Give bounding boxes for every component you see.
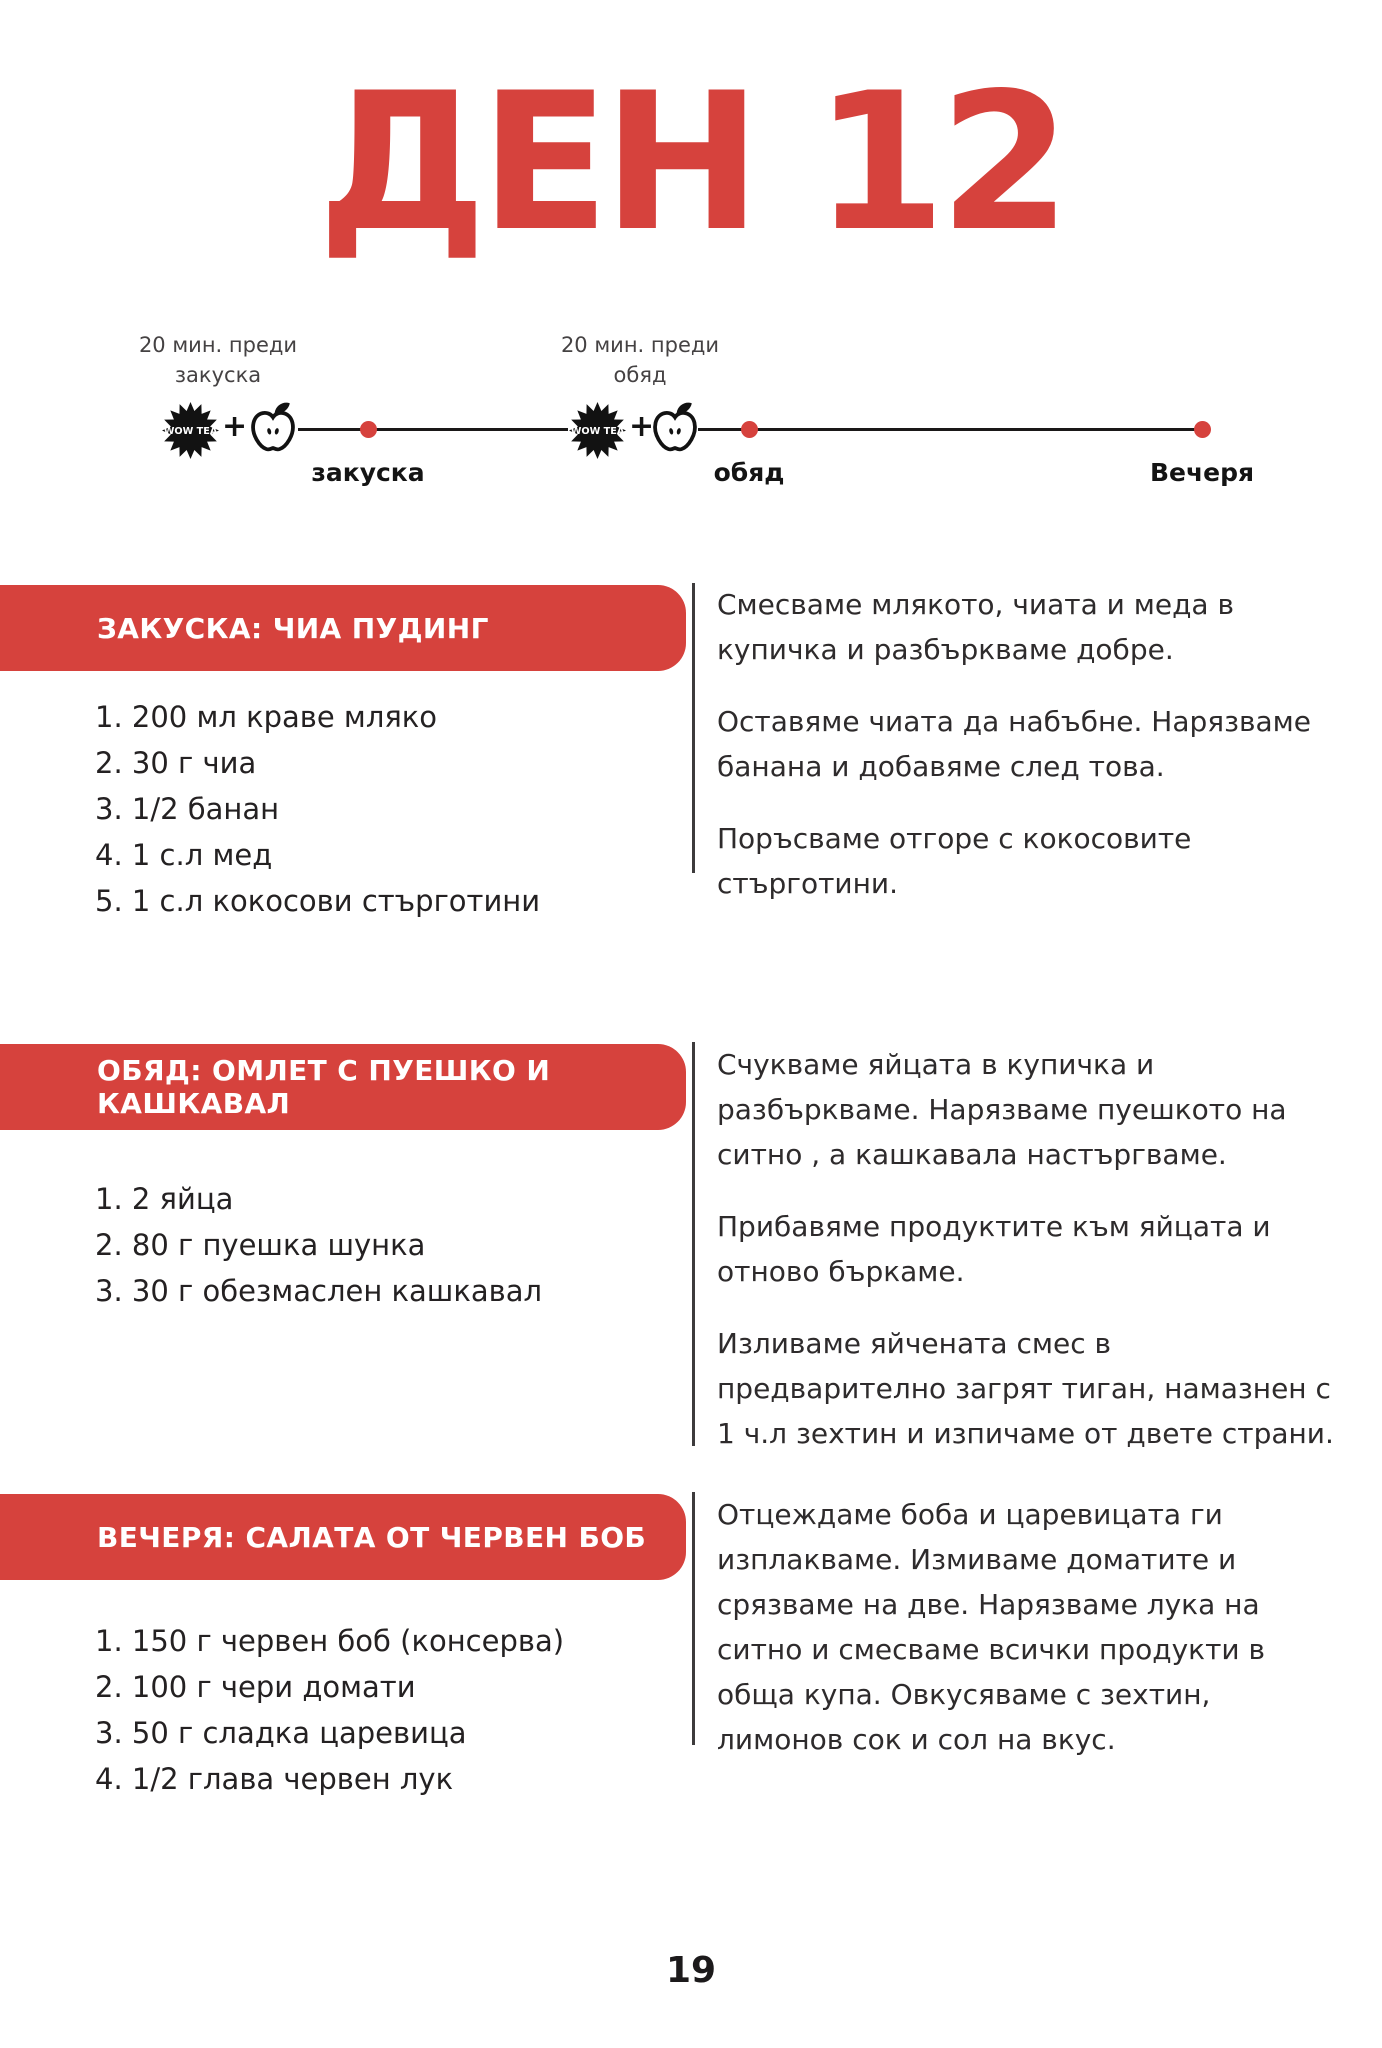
timeline-dot [1194,421,1211,438]
milestone-label-breakfast: закуска [311,458,425,487]
wowtea-burst-icon [569,402,626,459]
apple-icon [648,398,702,456]
pre-meal-note-line: закуска [174,363,262,387]
meal-banner [0,585,686,671]
meal-banner-title: ВЕЧЕРЯ: САЛАТА ОТ ЧЕРВЕН БОБ [97,1520,647,1554]
apple-icon [246,398,300,456]
ingredient-item: 4. 1/2 глава червен лук [95,1762,454,1796]
ingredient-item: 3. 1/2 банан [95,792,280,826]
plus-sign: + [629,409,655,444]
instructions [717,1042,1341,1483]
instructions [717,582,1341,933]
page-title: ДЕН 12 [317,52,1065,273]
ingredient-item: 1. 150 г червен боб (консерва) [95,1624,565,1658]
page-number: 19 [665,1950,717,1991]
timeline-dot [360,421,377,438]
ingredients-list [95,1618,564,1802]
column-divider [692,583,695,873]
ingredient-item: 2. 100 г чери домати [95,1670,416,1704]
ingredients-list [95,694,540,924]
pre-meal-note [520,330,760,390]
ingredient-item: 1. 200 мл краве мляко [95,700,438,734]
timeline-dot [741,421,758,438]
pre-meal-note-line: 20 мин. преди [560,333,720,357]
wowtea-brand-text: WOW TEA [163,425,218,437]
instruction-paragraph: Изливаме яйчената смес в предварително загрят тиган, намазнен с 1 ч.л зехтин и изпичаме от двете страни. [717,1327,1334,1450]
instruction-paragraph: Оставяме чиата да набъбне. Нарязваме банана и добавяме след това. [717,705,1312,783]
wowtea-brand-text: WOW TEA [570,425,625,437]
ingredients-list [95,1176,542,1314]
milestone-label-dinner: Вечеря [1149,458,1255,487]
instruction-paragraph: Счукваме яйцата в купичка и разбъркваме. Нарязваме пуешкото на ситно , а кашкавала настъргваме. [717,1048,1287,1171]
instruction-paragraph: Смесваме млякото, чиата и меда в купичка и разбъркваме добре. [717,588,1234,666]
instruction-paragraph: Поръсваме отгоре с кокосовите стърготини. [717,822,1192,900]
meal-banner [0,1044,686,1130]
ingredient-item: 2. 80 г пуешка шунка [95,1228,426,1262]
timeline-line [298,428,568,431]
milestone-label-lunch: обяд [713,458,785,487]
column-divider [692,1042,695,1446]
instruction-paragraph: Отцеждаме боба и царевицата ги изплакваме. Измиваме доматите и срязваме на две. Нарязваме лука на ситно и смесваме всички продукти в обща купа. Овкусяваме с зехтин, лимонов сок и сол на вкус. [717,1498,1265,1756]
column-divider [692,1492,695,1745]
meal-banner-title: ОБЯД: ОМЛЕТ С ПУЕШКО И КАШКАВАЛ [97,1054,551,1120]
instructions [717,1492,1341,1789]
ingredient-item: 1. 2 яйца [95,1182,234,1216]
ingredient-item: 4. 1 с.л мед [95,838,273,872]
instruction-paragraph: Прибавяме продуктите към яйцата и отново бъркаме. [717,1210,1271,1288]
ingredient-item: 2. 30 г чиа [95,746,257,780]
ingredient-item: 5. 1 с.л кокосови стърготини [95,884,541,918]
pre-meal-note-line: обяд [613,363,667,387]
timeline-line [698,428,1204,431]
meal-banner-title: ЗАКУСКА: ЧИА ПУДИНГ [97,611,489,645]
pre-meal-note [98,330,338,390]
ingredient-item: 3. 30 г обезмаслен кашкавал [95,1274,543,1308]
ingredient-item: 3. 50 г сладка царевица [95,1716,467,1750]
meal-banner [0,1494,686,1580]
pre-meal-note-line: 20 мин. преди [138,333,298,357]
wowtea-burst-icon [162,402,219,459]
plus-sign: + [222,409,248,444]
